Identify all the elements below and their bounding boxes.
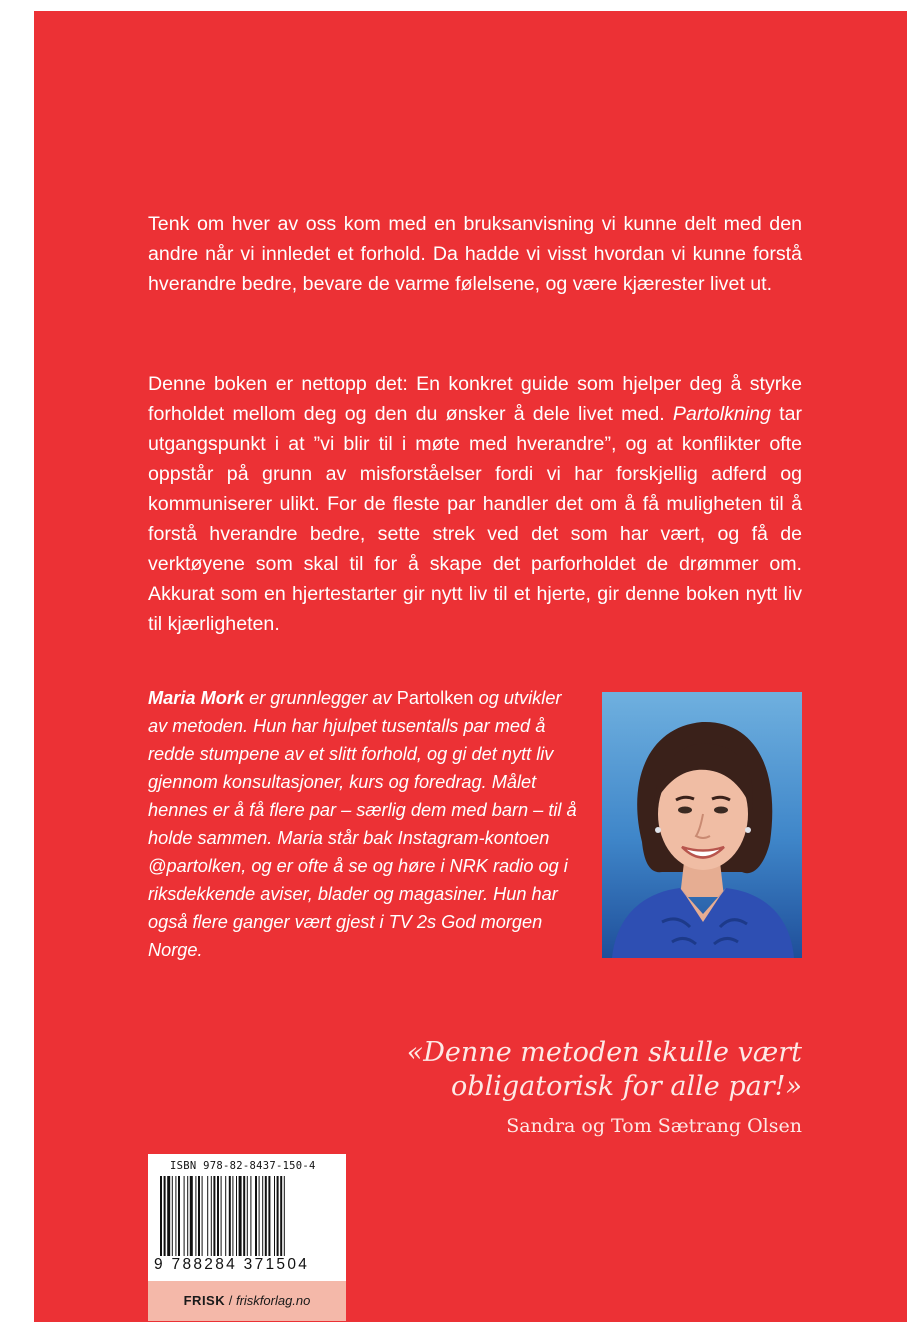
author-portrait-image — [602, 692, 802, 958]
barcode-bar — [265, 1176, 267, 1256]
barcode-bar — [268, 1176, 270, 1256]
barcode-digits: 9 788284 371504 — [154, 1256, 310, 1273]
barcode-bar — [236, 1176, 237, 1256]
author-name: Maria Mork — [148, 688, 245, 708]
barcode-bar — [274, 1176, 275, 1256]
barcode-bar — [190, 1176, 193, 1256]
barcode-bar — [280, 1176, 282, 1256]
barcode-bar — [198, 1176, 200, 1256]
barcode-bar — [259, 1176, 260, 1256]
barcode-bar — [184, 1176, 185, 1256]
barcode-bars — [156, 1176, 338, 1258]
publisher-url: friskforlag.no — [235, 1293, 311, 1308]
barcode-bar — [229, 1176, 231, 1256]
barcode-bar — [217, 1176, 219, 1256]
author-bio-text-end: og utvikler av metoden. Hun har hjulpet tusentalls par med å redde stumpene av et slitt forhold, og gi det nytt liv gjennom konsultasjoner, kurs og foredrag. Målet hennes er å få flere par – særlig dem med barn – til å holde sammen. Maria står bak Instagram-kontoen @partolken, og er ofte å se og høre i NRK radio og i riksdekkende aviser, blader og magasiner. Hun har også flere ganger vært gjest i TV 2s God morgen Norge. — [148, 688, 577, 960]
barcode-bar — [164, 1176, 166, 1256]
barcode-bar — [195, 1176, 196, 1256]
barcode-bar — [207, 1176, 208, 1256]
barcode-bar — [211, 1176, 212, 1256]
barcode-bar — [202, 1176, 203, 1256]
quote-line-2: obligatorisk for alle par!» — [451, 1071, 802, 1102]
book-title: Partolkning — [672, 403, 771, 425]
barcode-bar — [225, 1176, 226, 1256]
author-portrait — [602, 692, 802, 958]
publisher-name: FRISK — [183, 1293, 226, 1308]
barcode-bar — [262, 1176, 263, 1256]
quote-text — [332, 1036, 802, 1104]
endorsement-quote — [332, 1036, 802, 1138]
barcode-bar — [178, 1176, 180, 1256]
isbn-barcode — [148, 1154, 346, 1321]
barcode-bar — [255, 1176, 257, 1256]
description-paragraph — [148, 369, 802, 639]
barcode-bar — [167, 1176, 170, 1256]
author-bio-text-start: er grunnlegger av — [244, 688, 397, 708]
isbn-label: ISBN 978-82-8437-150-4 — [170, 1160, 316, 1172]
barcode-bar — [277, 1176, 279, 1256]
barcode-bar — [175, 1176, 176, 1256]
barcode-bar — [232, 1176, 233, 1256]
barcode-bar — [172, 1176, 173, 1256]
barcode-bar — [243, 1176, 245, 1256]
description-text-end: tar utgangspunkt i at ”vi blir til i møte med hverandre”, og at konflikter ofte oppstår på grunn av misforståelser fordi vi har forskjellig adferd og kommuniserer ulikt. For de fleste par handler det om å få muligheten til å forstå hverandre bedre, sette strek ved det som har vært, og få de verktøyene som skal til for å skape det parforholdet de drømmer om. Akkurat som en hjertestarter gir nytt liv til et hjerte, gir denne boken nytt liv til kjærligheten. — [148, 403, 802, 635]
barcode-bar — [213, 1176, 215, 1256]
author-bio — [148, 684, 580, 964]
barcode-bar — [250, 1176, 251, 1256]
barcode-bar — [247, 1176, 248, 1256]
barcode-bar — [239, 1176, 242, 1256]
quote-attribution: Sandra og Tom Sætrang Olsen — [506, 1115, 802, 1137]
intro-paragraph: Tenk om hver av oss kom med en bruksanvisning vi kunne delt med den andre når vi innledet et forhold. Da hadde vi visst hvordan vi kunne forstå hverandre bedre, bevare de varme følelsene, og være kjærester livet ut. — [148, 213, 802, 295]
quote-line-1: «Denne metoden skulle vært — [406, 1037, 802, 1068]
publisher-separator: / — [225, 1293, 236, 1308]
barcode-bar — [160, 1176, 162, 1256]
publisher-strip — [148, 1281, 346, 1321]
author-organization: Partolken — [396, 688, 474, 708]
barcode-bar — [284, 1176, 285, 1256]
barcode-bar — [187, 1176, 188, 1256]
barcode-bar — [221, 1176, 222, 1256]
back-cover — [34, 11, 907, 1322]
description-text-start: Denne boken er nettopp det: En konkret guide som hjelper deg å styrke forholdet mellom deg og den du ønsker å dele livet med. — [148, 373, 802, 425]
